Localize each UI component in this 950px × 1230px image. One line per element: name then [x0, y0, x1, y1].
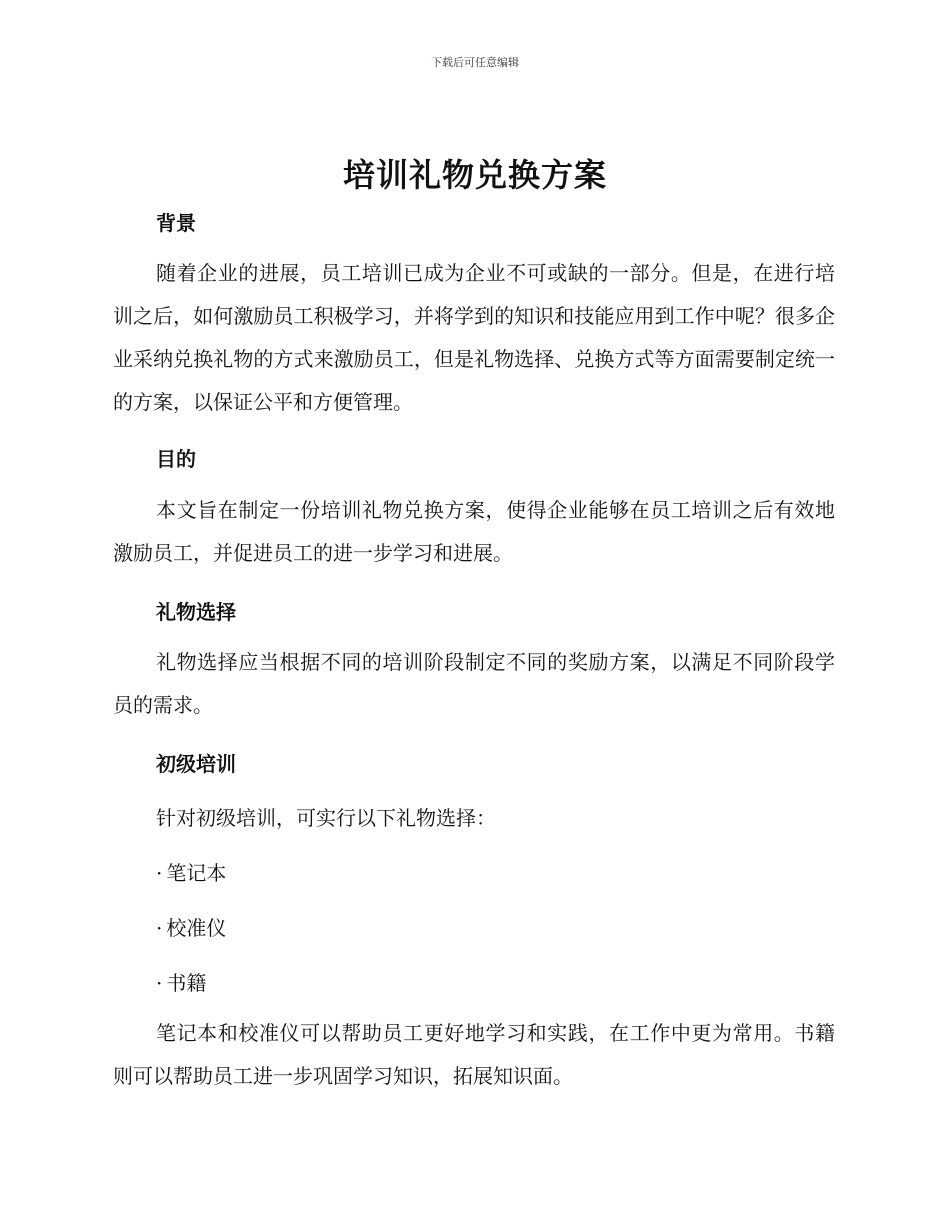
list-item-label: 笔记本	[166, 861, 227, 885]
junior-training-intro: 针对初级培训，可实行以下礼物选择：	[156, 806, 496, 830]
heading-gift-selection: 礼物选择	[156, 600, 236, 624]
bullet-mark: ·	[156, 861, 163, 885]
paragraph-gift-selection: 礼物选择应当根据不同的培训阶段制定不同的奖励方案，以满足不同阶段学员的需求。	[113, 650, 835, 717]
heading-purpose: 目的	[156, 447, 196, 471]
paragraph-junior-training: 笔记本和校准仪可以帮助员工更好地学习和实践，在工作中更为常用。书籍则可以帮助员工进一步巩固学习知识，拓展知识面。	[113, 1021, 835, 1088]
bullet-mark: ·	[156, 971, 163, 995]
list-item-label: 校准仪	[166, 916, 227, 940]
header-note: 下载后可任意编辑	[431, 56, 519, 69]
list-item	[156, 912, 226, 941]
document-title: 培训礼物兑换方案	[342, 156, 607, 194]
paragraph-background: 随着企业的进展，员工培训已成为企业不可或缺的一部分。但是，在进行培训之后，如何激励员工积极学习，并将学到的知识和技能应用到工作中呢？很多企业采纳兑换礼物的方式来激励员工，但是礼物选择、兑换方式等方面需要制定统一的方案，以保证公平和方便管理。	[113, 261, 835, 414]
paragraph-purpose: 本文旨在制定一份培训礼物兑换方案，使得企业能够在员工培训之后有效地激励员工，并促进员工的进一步学习和进展。	[113, 498, 835, 565]
bullet-mark: ·	[156, 916, 163, 940]
heading-background: 背景	[156, 211, 196, 235]
list-item	[156, 857, 226, 886]
heading-junior-training: 初级培训	[156, 752, 236, 776]
list-item	[156, 967, 206, 996]
list-item-label: 书籍	[166, 971, 207, 995]
